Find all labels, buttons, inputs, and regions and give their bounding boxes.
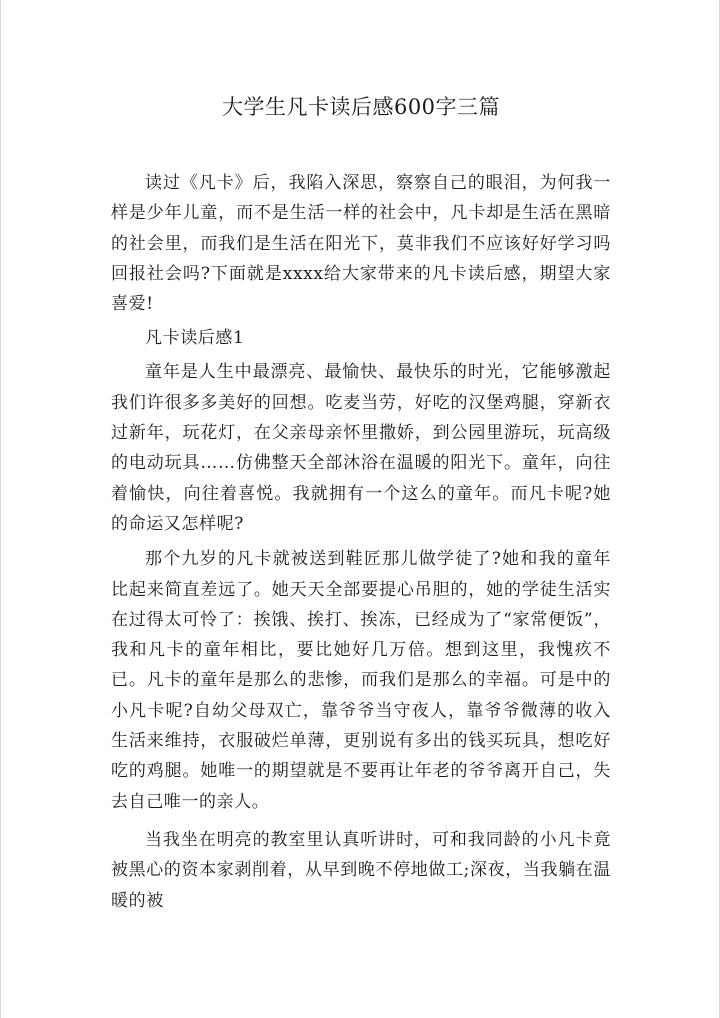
body-paragraph-1: 童年是人生中最漂亮、最愉快、最快乐的时光，它能够激起我们许很多多美好的回想。吃麦当劳，好吃的汉堡鸡腿，穿新衣过新年，玩花灯，在父亲母亲怀里撒娇，到公园里游玩，玩高级的电动玩具……仿佛整天全部沐浴在温暖的阳光下。童年，向往着愉快，向往着喜悦。我就拥有一个这么的童年。而凡卡呢?她的命运又怎样呢? [111, 362, 611, 534]
intro-paragraph: 读过《凡卡》后，我陷入深思，察察自己的眼泪，为何我一样是少年儿童，而不是生活一样的社会中，凡卡却是生活在黑暗的社会里，而我们是生活在阳光下，莫非我们不应该好好学习吗回报社会吗?下面就是xxxx给大家带来的凡卡读后感，期望大家喜爱! [111, 173, 611, 315]
document-title: 大学生凡卡读后感600字三篇 [221, 95, 501, 119]
section-heading: 凡卡读后感1 [145, 328, 245, 349]
body-paragraph-2: 那个九岁的凡卡就被送到鞋匠那儿做学徒了?她和我的童年比起来简直差远了。她天天全部要提心吊胆的，她的学徒生活实在过得太可怜了：挨饿、挨打、挨冻，已经成为了“家常便饭”，我和凡卡的童年相比，要比她好几万倍。想到这里，我愧疚不已。凡卡的童年是那么的悲惨，而我们是那么的幸福。可是中的小凡卡呢?自幼父母双亡，靠爷爷当守夜人，靠爷爷微薄的收入生活来维持，衣服破烂单薄，更别说有多出的钱买玩具，想吃好吃的鸡腿。她唯一的期望就是不要再让年老的爷爷离开自己，失去自己唯一的亲人。 [111, 549, 611, 812]
document-body [111, 168, 611, 916]
body-paragraph-3: 当我坐在明亮的教室里认真听讲时，可和我同龄的小凡卡竟被黑心的资本家剥削着，从早到晚不停地做工;深夜，当我躺在温暖的被 [111, 829, 611, 911]
